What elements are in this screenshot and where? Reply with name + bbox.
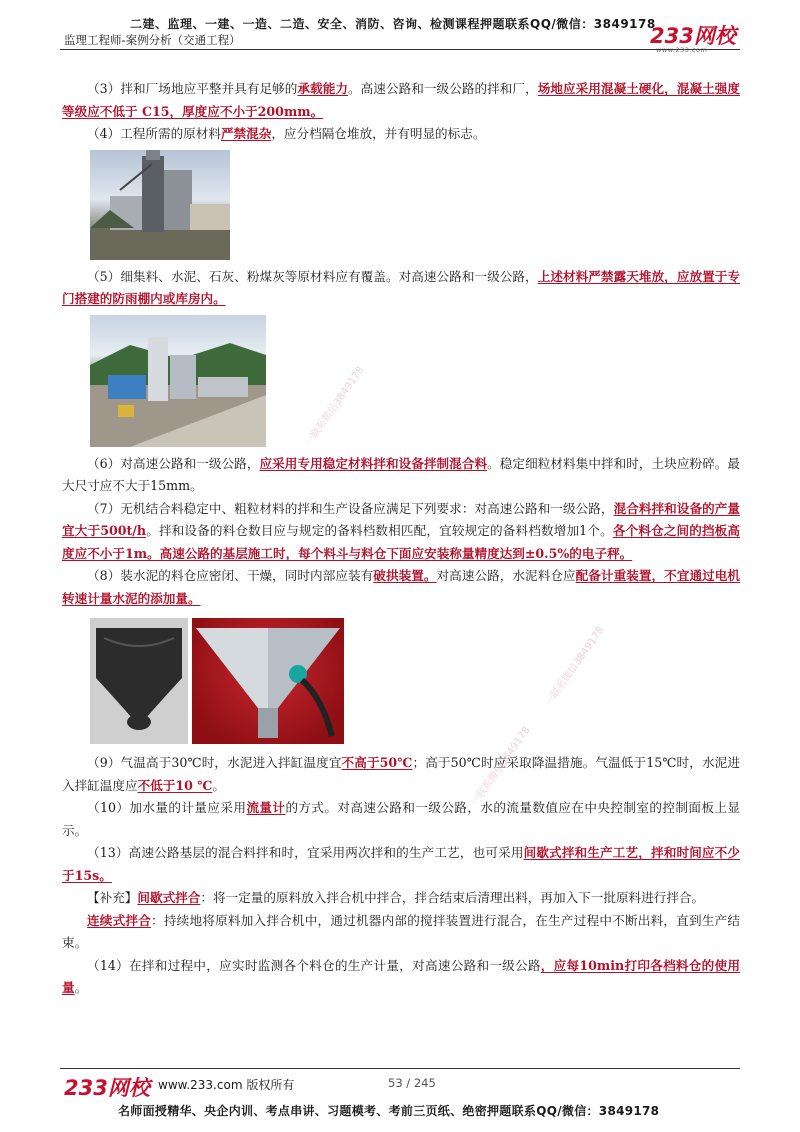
supplement-continuous-mixing: 连续式拌合：持续地将原料加入拌合机中，通过机器内部的搅拌装置进行混合，在生产过程中不断出料，直到生产结束。 [62, 912, 741, 950]
header-contact-line: 二建、监理、一建、一造、二造、安全、消防、咨询、检测课程押题联系QQ/微信：3849178 [130, 17, 656, 31]
watermark: 一联系微信3849178 [469, 724, 533, 809]
silo-funnel-render [192, 618, 344, 744]
footer-contact-line: 名师面授精华、央企内训、考点串讲、习题模考、考前三页纸、绝密押题联系QQ/微信：3849178 [118, 1104, 660, 1118]
paragraph-6: （6）对高速公路和一级公路，应采用专用稳定材料拌和设备拌制混合料。稳定细粒材料集中拌和时，土块应粉碎。最大尺寸应不大于15mm。 [62, 455, 741, 493]
mixing-station-photo [90, 315, 266, 447]
page-number: 53 / 245 [388, 1076, 436, 1090]
supplement-batch-mixing: 【补充】间歇式拌合：将一定量的原料放入拌合机中拌合，拌合结束后清理出料，再加入下一批原料进行拌合。 [87, 890, 705, 905]
paragraph-7: （7）无机结合料稳定中、粗粒材料的拌和生产设备应满足下列要求：对高速公路和一级公路，混合料拌和设备的产量宜大于500t/h。拌和设备的料仓数目应与规定的备料档数相匹配，宜较规定的备料档数增加1个。各个料仓之间的挡板高度应不小于1m。高速公路的基层施工时，每个料斗与料仓下面应安装称量精度达到±0.5%的电子秤。 [62, 500, 741, 561]
page-content [62, 78, 740, 1000]
footer-copyright: www.233.com 版权所有 [158, 1078, 295, 1092]
paragraph-9: （9）气温高于30℃时，水泥进入拌缸温度宜不高于50℃；高于50℃时应采取降温措施。气温低于15℃时，水泥进入拌缸温度应不低于10 ℃。 [62, 755, 740, 793]
paragraph-8: （8）装水泥的料仓应密闭、干燥，同时内部应装有破拱装置。对高速公路，水泥料仓应配备计重装置，不宜通过电机转速计量水泥的添加量。 [62, 568, 741, 606]
header-divider [60, 49, 740, 50]
page-header [0, 0, 800, 52]
paragraph-10: （10）加水量的计量应采用流量计的方式。对高速公路和一级公路，水的流量数值应在中央控制室的控制面板上显示。 [62, 800, 741, 838]
paragraph-14: （14）在拌和过程中，应实时监测各个料仓的生产计量，对高速公路和一级公路，应每10min打印各档料仓的使用量。 [62, 957, 740, 995]
brand-logo: 233网校 www.233.com [650, 24, 736, 54]
footer-logo: 233网校 [64, 1076, 150, 1100]
paragraph-4: （4）工程所需的原材料严禁混杂，应分档隔仓堆放，并有明显的标志。 [87, 126, 486, 141]
mixing-plant-photo [90, 150, 230, 260]
footer-divider [60, 1068, 740, 1069]
watermark: 一联系微信3849178 [303, 364, 367, 449]
paragraph-3: （3）拌和厂场地应平整并具有足够的承载能力。高速公路和一级公路的拌和厂，场地应采用混凝土硬化，混凝土强度等级应不低于 C15，厚度应不小于200mm。 [62, 81, 741, 119]
page-footer [0, 1062, 800, 1132]
watermark: 一联系微信3849178 [543, 624, 607, 709]
paragraph-5: （5）细集料、水泥、石灰、粉煤灰等原材料应有覆盖。对高速公路和一级公路，上述材料严禁露天堆放，应放置于专门搭建的防雨棚内或库房内。 [62, 268, 740, 306]
header-doc-title: 监理工程师-案例分析（交通工程） [64, 33, 241, 47]
cement-silo-illustrations [90, 618, 740, 744]
paragraph-13: （13）高速公路基层的混合料拌和时，宜采用两次拌和的生产工艺，也可采用间歇式拌和生产工艺，拌和时间应不少于15s。 [62, 845, 741, 883]
silo-arching-photo [90, 618, 188, 744]
